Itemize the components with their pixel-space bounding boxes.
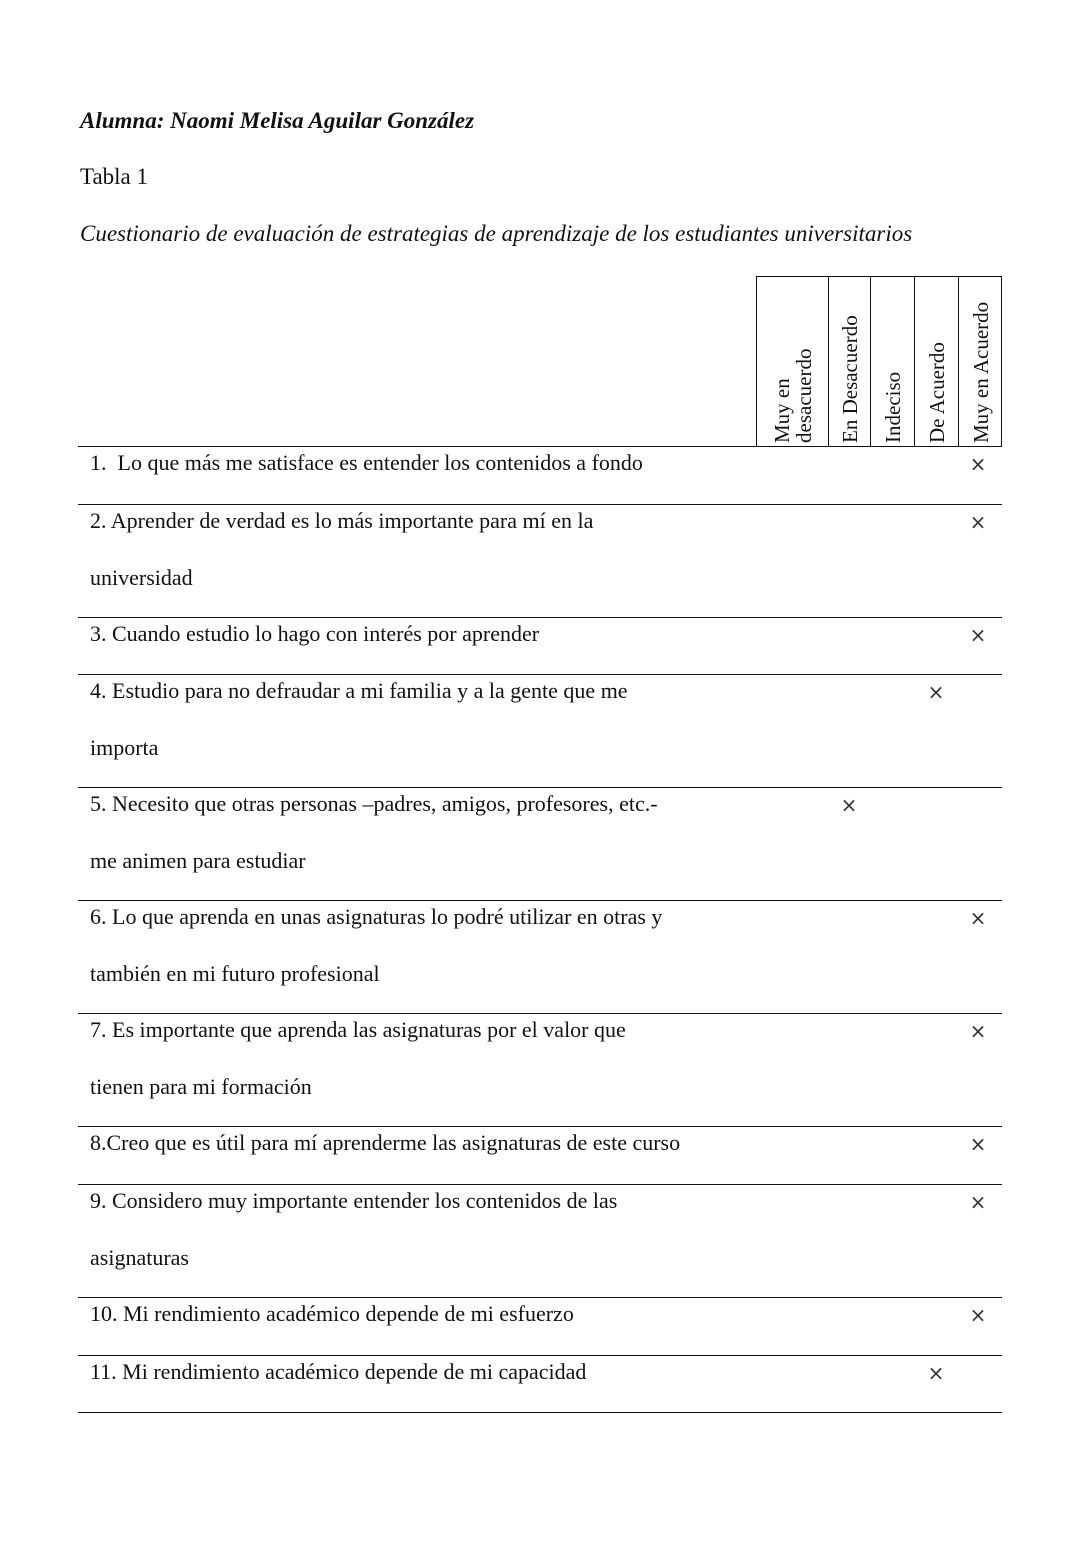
column-header-line: En Desacuerdo: [838, 315, 862, 443]
question-text: tienen para mi formación: [90, 1073, 312, 1099]
row-divider: [78, 1355, 1002, 1356]
column-header-line: De Acuerdo: [925, 342, 949, 443]
question-text: 5. Necesito que otras personas –padres, amigos, profesores, etc.-: [90, 791, 658, 816]
column-separator: [828, 277, 829, 446]
answer-mark: ×: [969, 1303, 987, 1327]
question-text: asignaturas: [90, 1244, 189, 1270]
column-header-line: Muy en: [770, 378, 794, 443]
row-divider: [78, 674, 1002, 675]
question-text: 4. Estudio para no defraudar a mi familia y a la gente que me: [90, 678, 628, 703]
question-text: universidad: [90, 564, 193, 590]
column-separator: [958, 277, 959, 446]
answer-mark: ×: [969, 1190, 987, 1214]
column-header-label: [839, 315, 861, 443]
question-text: también en mi futuro profesional: [90, 960, 380, 986]
answer-mark: ×: [969, 906, 987, 930]
question-text: 9. Considero muy importante entender los contenidos de las: [90, 1188, 618, 1213]
question-text: 2. Aprender de verdad es lo más importante para mí en la: [90, 508, 594, 533]
question-text: me animen para estudiar: [90, 847, 306, 873]
row-divider: [78, 1412, 1002, 1413]
row-divider: [78, 787, 1002, 788]
row-divider: [78, 504, 1002, 505]
question-text: 6. Lo que aprenda en unas asignaturas lo podré utilizar en otras y: [90, 904, 663, 929]
answer-mark: ×: [969, 1132, 987, 1156]
column-header-line: desacuerdo: [792, 348, 816, 443]
question-text: 3. Cuando estudio lo hago con interés por aprender: [90, 621, 540, 646]
table-number: Tabla 1: [80, 164, 149, 189]
question-text: 11. Mi rendimiento académico depende de mi capacidad: [90, 1359, 587, 1384]
question-text: importa: [90, 734, 159, 760]
answer-mark: ×: [969, 510, 987, 534]
row-divider: [78, 617, 1002, 618]
row-divider: [78, 446, 1002, 447]
row-divider: [78, 1184, 1002, 1185]
question-text: 7. Es importante que aprenda las asignaturas por el valor que: [90, 1017, 626, 1042]
answer-mark: ×: [969, 452, 987, 476]
answer-mark: ×: [840, 793, 858, 817]
column-header-label: [970, 302, 992, 443]
question-text: 1. Lo que más me satisface es entender los contenidos a fondo: [90, 450, 643, 475]
column-header-label: [926, 342, 948, 443]
answer-mark: ×: [927, 680, 945, 704]
column-header-label: [882, 372, 904, 443]
question-text: 10. Mi rendimiento académico depende de mi esfuerzo: [90, 1301, 574, 1326]
row-divider: [78, 1126, 1002, 1127]
row-divider: [78, 900, 1002, 901]
answer-mark: ×: [969, 1019, 987, 1043]
answer-mark: ×: [969, 623, 987, 647]
column-header-box: [756, 276, 1002, 446]
answer-mark: ×: [927, 1361, 945, 1385]
column-separator: [914, 277, 915, 446]
column-header-label: [771, 349, 815, 443]
row-divider: [78, 1013, 1002, 1014]
column-header-line: Indeciso: [881, 371, 905, 443]
row-divider: [78, 1297, 1002, 1298]
column-header-line: Muy en Acuerdo: [969, 301, 993, 443]
author-name: Alumna: Naomi Melisa Aguilar González: [80, 108, 475, 133]
column-separator: [870, 277, 871, 446]
question-text: 8.Creo que es útil para mí aprenderme las asignaturas de este curso: [90, 1130, 681, 1155]
table-title: Cuestionario de evaluación de estrategias de aprendizaje de los estudiantes universitarios: [80, 221, 913, 246]
